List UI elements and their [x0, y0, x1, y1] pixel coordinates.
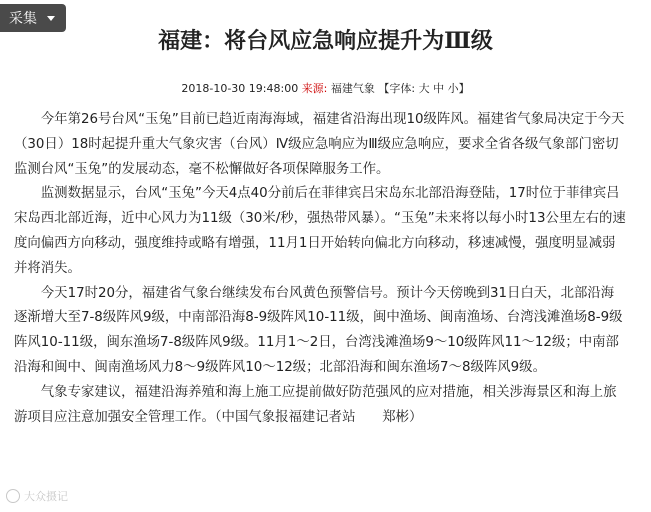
article-paragraph: 今年第26号台风“玉兔”目前已趋近南海海域，福建省沿海出现10级阵风。福建省气象局决定于今天（30日）18时起提升重大气象灾害（台风）Ⅳ级应急响应为Ⅲ级应急响应，要求全省各级气象部门密切监测台风“玉兔”的发展动态，毫不松懈做好各项保障服务工作。: [14, 112, 625, 177]
font-size-medium-link[interactable]: 中: [433, 82, 445, 95]
article-title: 福建：将台风应急响应提升为Ⅲ级: [158, 28, 493, 54]
font-size-close: 】: [458, 82, 470, 95]
source-value: 福建气象: [330, 82, 375, 95]
source-label: 来源:: [301, 82, 328, 95]
font-size-label: 【字体:: [378, 82, 416, 95]
article-paragraph: 监测数据显示，台风“玉兔”今天4点40分前后在菲律宾吕宋岛东北部沿海登陆，17时位于菲律宾吕宋岛西北部近海，近中心风力为11级（30米/秒，强热带风暴）。“玉兔”未来将以每小时13公里左右的速度向偏西方向移动，强度维持或略有增强，11月1日开始转向偏北方向移动，移速减慢，强度明显减弱并将消失。: [14, 186, 626, 276]
font-size-small-link[interactable]: 小: [447, 82, 459, 95]
chevron-down-icon: [47, 16, 55, 21]
watermark-logo-icon: [6, 489, 20, 503]
article-body: [14, 108, 626, 430]
collect-button-label: 采集: [9, 11, 37, 27]
watermark-text: 大众摄记: [24, 490, 68, 503]
font-size-large-link[interactable]: 大: [418, 82, 430, 95]
article-paragraph: 气象专家建议，福建沿海养殖和海上施工应提前做好防范强风的应对措施，相关涉海景区和海上旅游项目应注意加强安全管理工作。（中国气象报福建记者站 郑彬）: [14, 384, 617, 425]
article-date: 2018-10-30 19:48:00: [181, 82, 299, 95]
watermark: [6, 488, 68, 504]
article-meta: [0, 80, 651, 96]
article-paragraph: 今天17时20分，福建省气象台继续发布台风黄色预警信号。预计今天傍晚到31日白天，北部沿海逐渐增大至7-8级阵风9级，中南部沿海8-9级阵风10-11级，闽中渔场、闽南渔场、台湾浅滩渔场8-9级阵风10-11级，闽东渔场7-8级阵风9级。11月1～2日，台湾浅滩渔场9～10级阵风11～12级；中南部沿海和闽中、闽南渔场风力8～9级阵风10～12级；北部沿海和闽东渔场7～8级阵风9级。: [14, 285, 623, 375]
